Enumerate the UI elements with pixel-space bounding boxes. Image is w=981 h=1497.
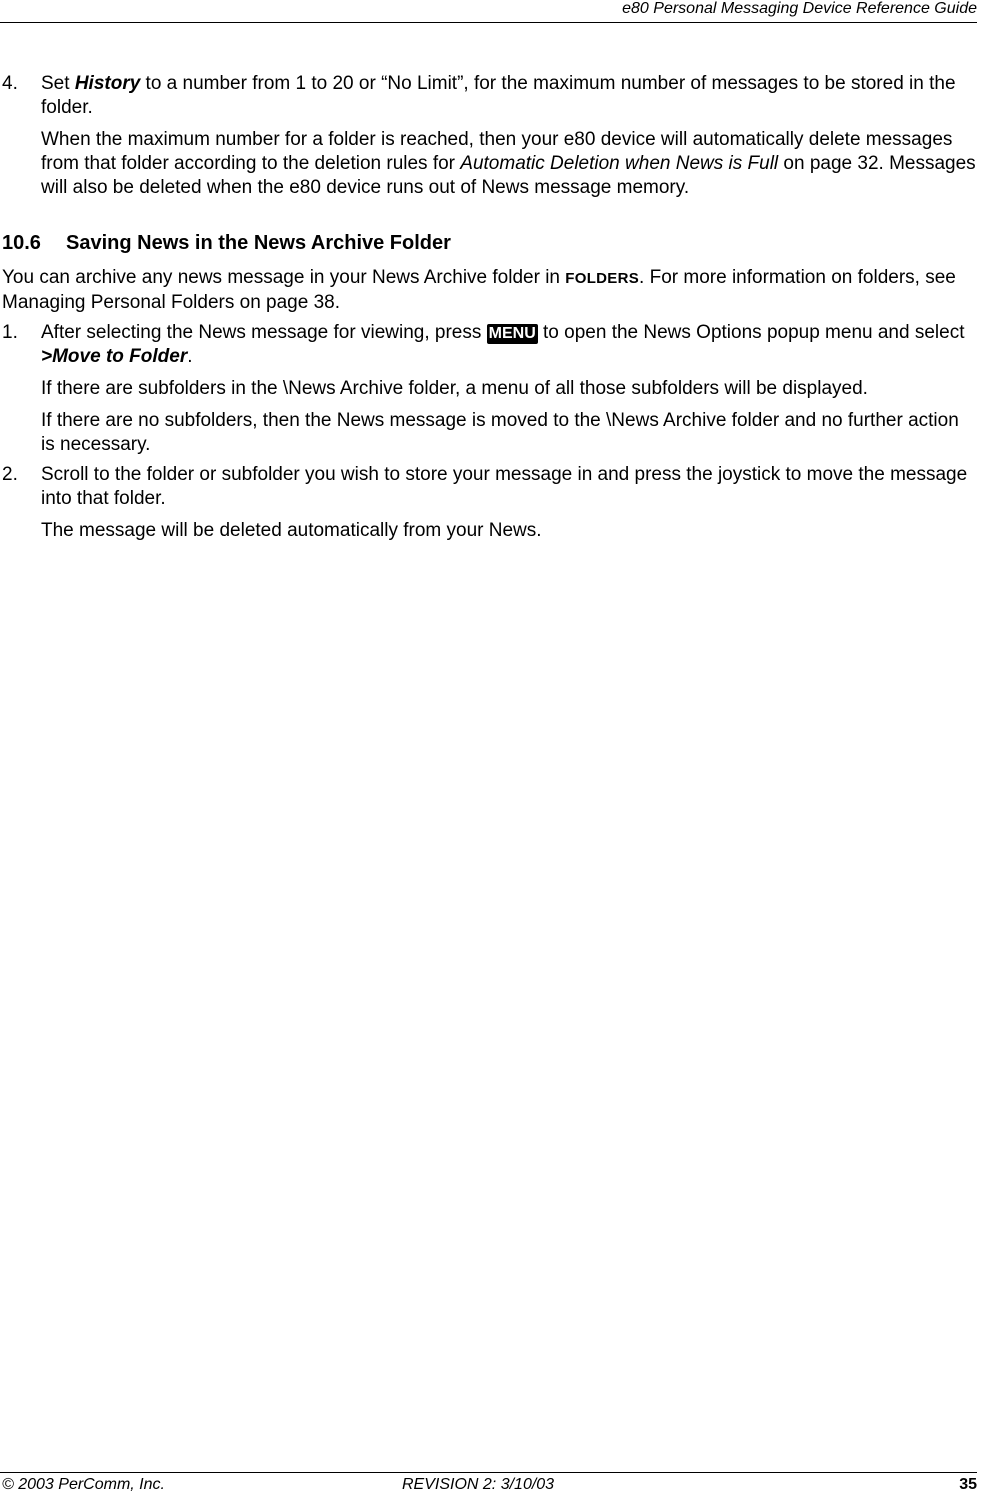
- cross-reference: Automatic Deletion when News is Full: [460, 153, 779, 174]
- step-number: 1.: [2, 322, 18, 343]
- step-number: 2.: [2, 464, 18, 485]
- section-number: 10.6: [2, 232, 41, 254]
- move-to-folder-option: >Move to Folder: [41, 346, 188, 367]
- step-2: [2, 463, 977, 543]
- guide-title: e80 Personal Messaging Device Reference Guide: [622, 0, 977, 17]
- page-content: [2, 72, 977, 543]
- page-number: 35: [959, 1476, 977, 1493]
- step-text: Scroll to the folder or subfolder you wish to store your message in and press the joystick to move the message into that folder.: [41, 464, 968, 509]
- revision: REVISION 2: 3/10/03: [402, 1476, 555, 1493]
- history-setting: History: [74, 73, 141, 94]
- step-text: After selecting the News message for viewing, press MENU to open the News Options popup menu and select >Move to Folder.: [41, 322, 965, 367]
- page-header: [0, 0, 977, 23]
- section-intro: You can archive any news message in your News Archive folder in FOLDERS. For more information on folders, see Managing Personal Folders on page 38.: [2, 267, 956, 313]
- step-1: [2, 321, 977, 457]
- page-footer: [0, 1472, 977, 1497]
- step-text: Set History to a number from 1 to 20 or “No Limit”, for the maximum number of messages to be stored in the folder.: [41, 73, 956, 118]
- step-number: 4.: [2, 73, 18, 94]
- section-title: Saving News in the News Archive Folder: [66, 232, 451, 254]
- copyright: © 2003 PerComm, Inc.: [2, 1476, 165, 1493]
- step-note: If there are no subfolders, then the News message is moved to the \News Archive folder and no further action is necessary.: [41, 410, 959, 455]
- step-4: [2, 72, 977, 200]
- section-heading: [2, 230, 977, 256]
- menu-key: MENU: [488, 325, 536, 342]
- step-note: If there are subfolders in the \News Archive folder, a menu of all those subfolders will be displayed.: [41, 378, 868, 399]
- folders-keyword: FOLDERS: [565, 270, 640, 287]
- step-note: The message will be deleted automatically from your News.: [41, 520, 542, 541]
- step-note: When the maximum number for a folder is reached, then your e80 device will automatically delete messages from that folder according to the deletion rules for Automatic Deletion when News is Full on page 32. Messages will also be deleted when the e80 device runs out of News message memory.: [41, 129, 976, 198]
